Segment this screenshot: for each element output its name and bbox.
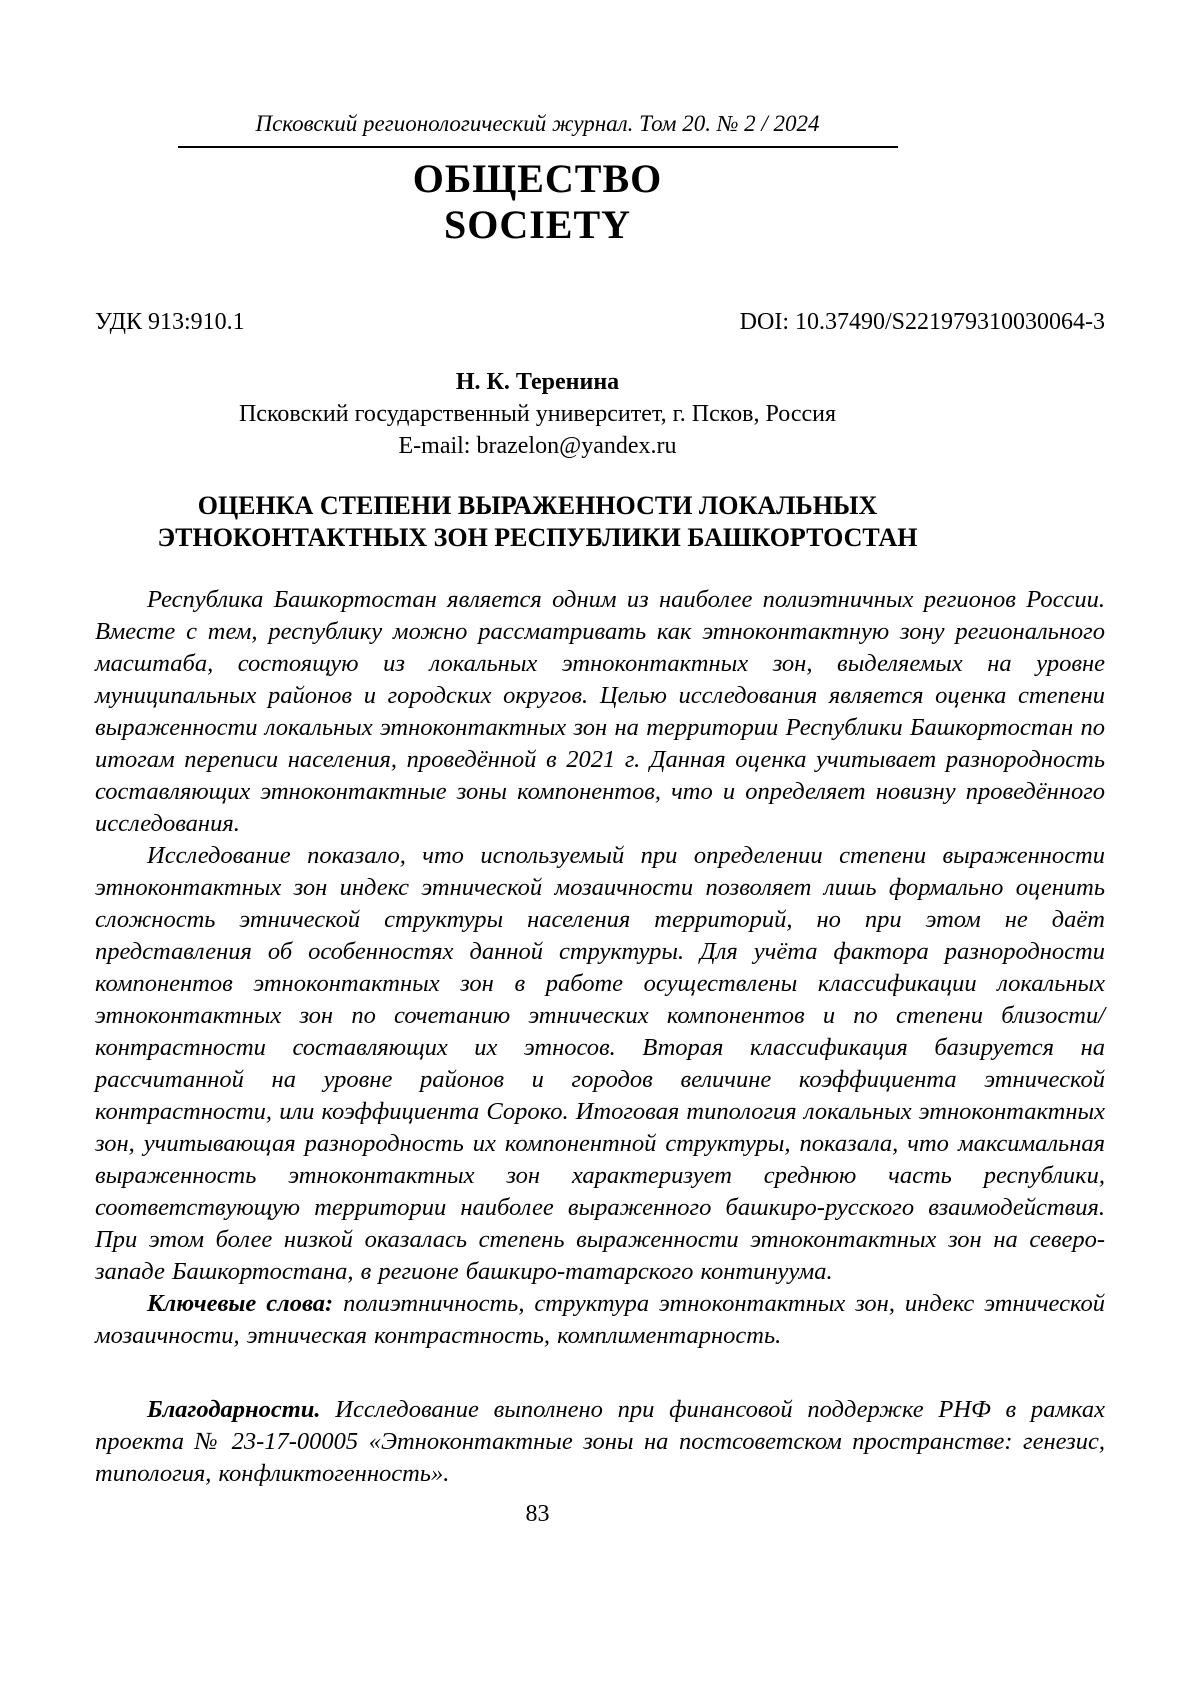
page-number: 83 (525, 1501, 550, 1527)
article-title (95, 490, 980, 554)
udc-code: УДК 913:910.1 (95, 309, 245, 335)
meta-row (95, 308, 1105, 336)
keywords-label: Ключевые слова: (147, 1290, 334, 1317)
running-head-text: Псковский регионологический журнал. Том 20. № 2 / 2024 (255, 111, 820, 136)
acknowledgements-label: Благодарности. (147, 1396, 321, 1423)
footer-zone (95, 1500, 980, 1528)
abstract-paragraph-2: Исследование показало, что используемый при определении степени выраженности этноконтактных зон индекс этнической мозаичности позволяет лишь формально оценить сложность этнической структуры населения территорий, но при этом не даёт представления об особенностях данной структуры. Для учёта фактора разнородности компонентов этноконтактных зон в работе осуществлены классификации локальных этноконтактных зон по сочетанию этнических компонентов и по степени близости/контрастности составляющих их этносов. Вторая классификация базируется на рассчитанной на уровне районов и городов величине коэффициента этнической контрастности, или коэффициента Сороко. Итоговая типология локальных этноконтактных зон, учитывающая разнородность их компонентной структуры, показала, что максимальная выраженность этноконтактных зон характеризует среднюю часть республики, соответствующую территории наиболее выраженного башкиро-русского взаимодействия. При этом более низкой оказалась степень выраженности этноконтактных зон на северо-западе Башкортостана, в регионе башкиро-татарского континуума. (95, 842, 1105, 1285)
author-name: Н. К. Теренина (455, 369, 620, 395)
abstract-paragraph-1: Республика Башкортостан является одним из наиболее полиэтничных регионов России. Вместе с тем, республику можно рассматривать как этноконтактную зону регионального масштаба, состоящую из локальных этноконтактных зон, выделяемых на уровне муниципальных районов и городских округов. Целью исследования является оценка степени выраженности локальных этноконтактных зон на территории Республики Башкортостан по итогам переписи населения, проведённой в 2021 г. Данная оценка учитывает разнородность составляющих этноконтактные зоны компонентов, что и определяет новизну проведённого исследования. (95, 586, 1105, 837)
running-head (178, 110, 898, 148)
section-title-en: SOCIETY (443, 202, 632, 247)
running-head-zone (95, 110, 980, 248)
section-title-ru: ОБЩЕСТВО (412, 156, 663, 201)
author-email: E-mail: brazelon@yandex.ru (398, 433, 677, 459)
author-affiliation: Псковский государственный университет, г. Псков, Россия (238, 401, 837, 427)
abstract (95, 584, 1105, 1490)
doi-code: DOI: 10.37490/S221979310030064-3 (739, 309, 1105, 335)
keywords-paragraph (95, 1288, 1105, 1352)
keywords-text: полиэтничность, структура этноконтактных зон, индекс этнической мозаичности, этническая контрастность, комплиментарность. (95, 1290, 1105, 1349)
acknowledgements-paragraph (95, 1394, 1105, 1490)
acknowledgements-text: Исследование выполнено при финансовой поддержке РНФ в рамках проекта № 23-17-00005 «Этноконтактные зоны на постсоветском пространстве: генезис, типология, конфликтогенность». (95, 1396, 1105, 1487)
article-title-line1: ОЦЕНКА СТЕПЕНИ ВЫРАЖЕННОСТИ ЛОКАЛЬНЫХ (197, 491, 878, 520)
author-block (95, 366, 980, 462)
article-title-line2: ЭТНОКОНТАКТНЫХ ЗОН РЕСПУБЛИКИ БАШКОРТОСТАН (157, 523, 918, 552)
title-zone (95, 490, 980, 554)
